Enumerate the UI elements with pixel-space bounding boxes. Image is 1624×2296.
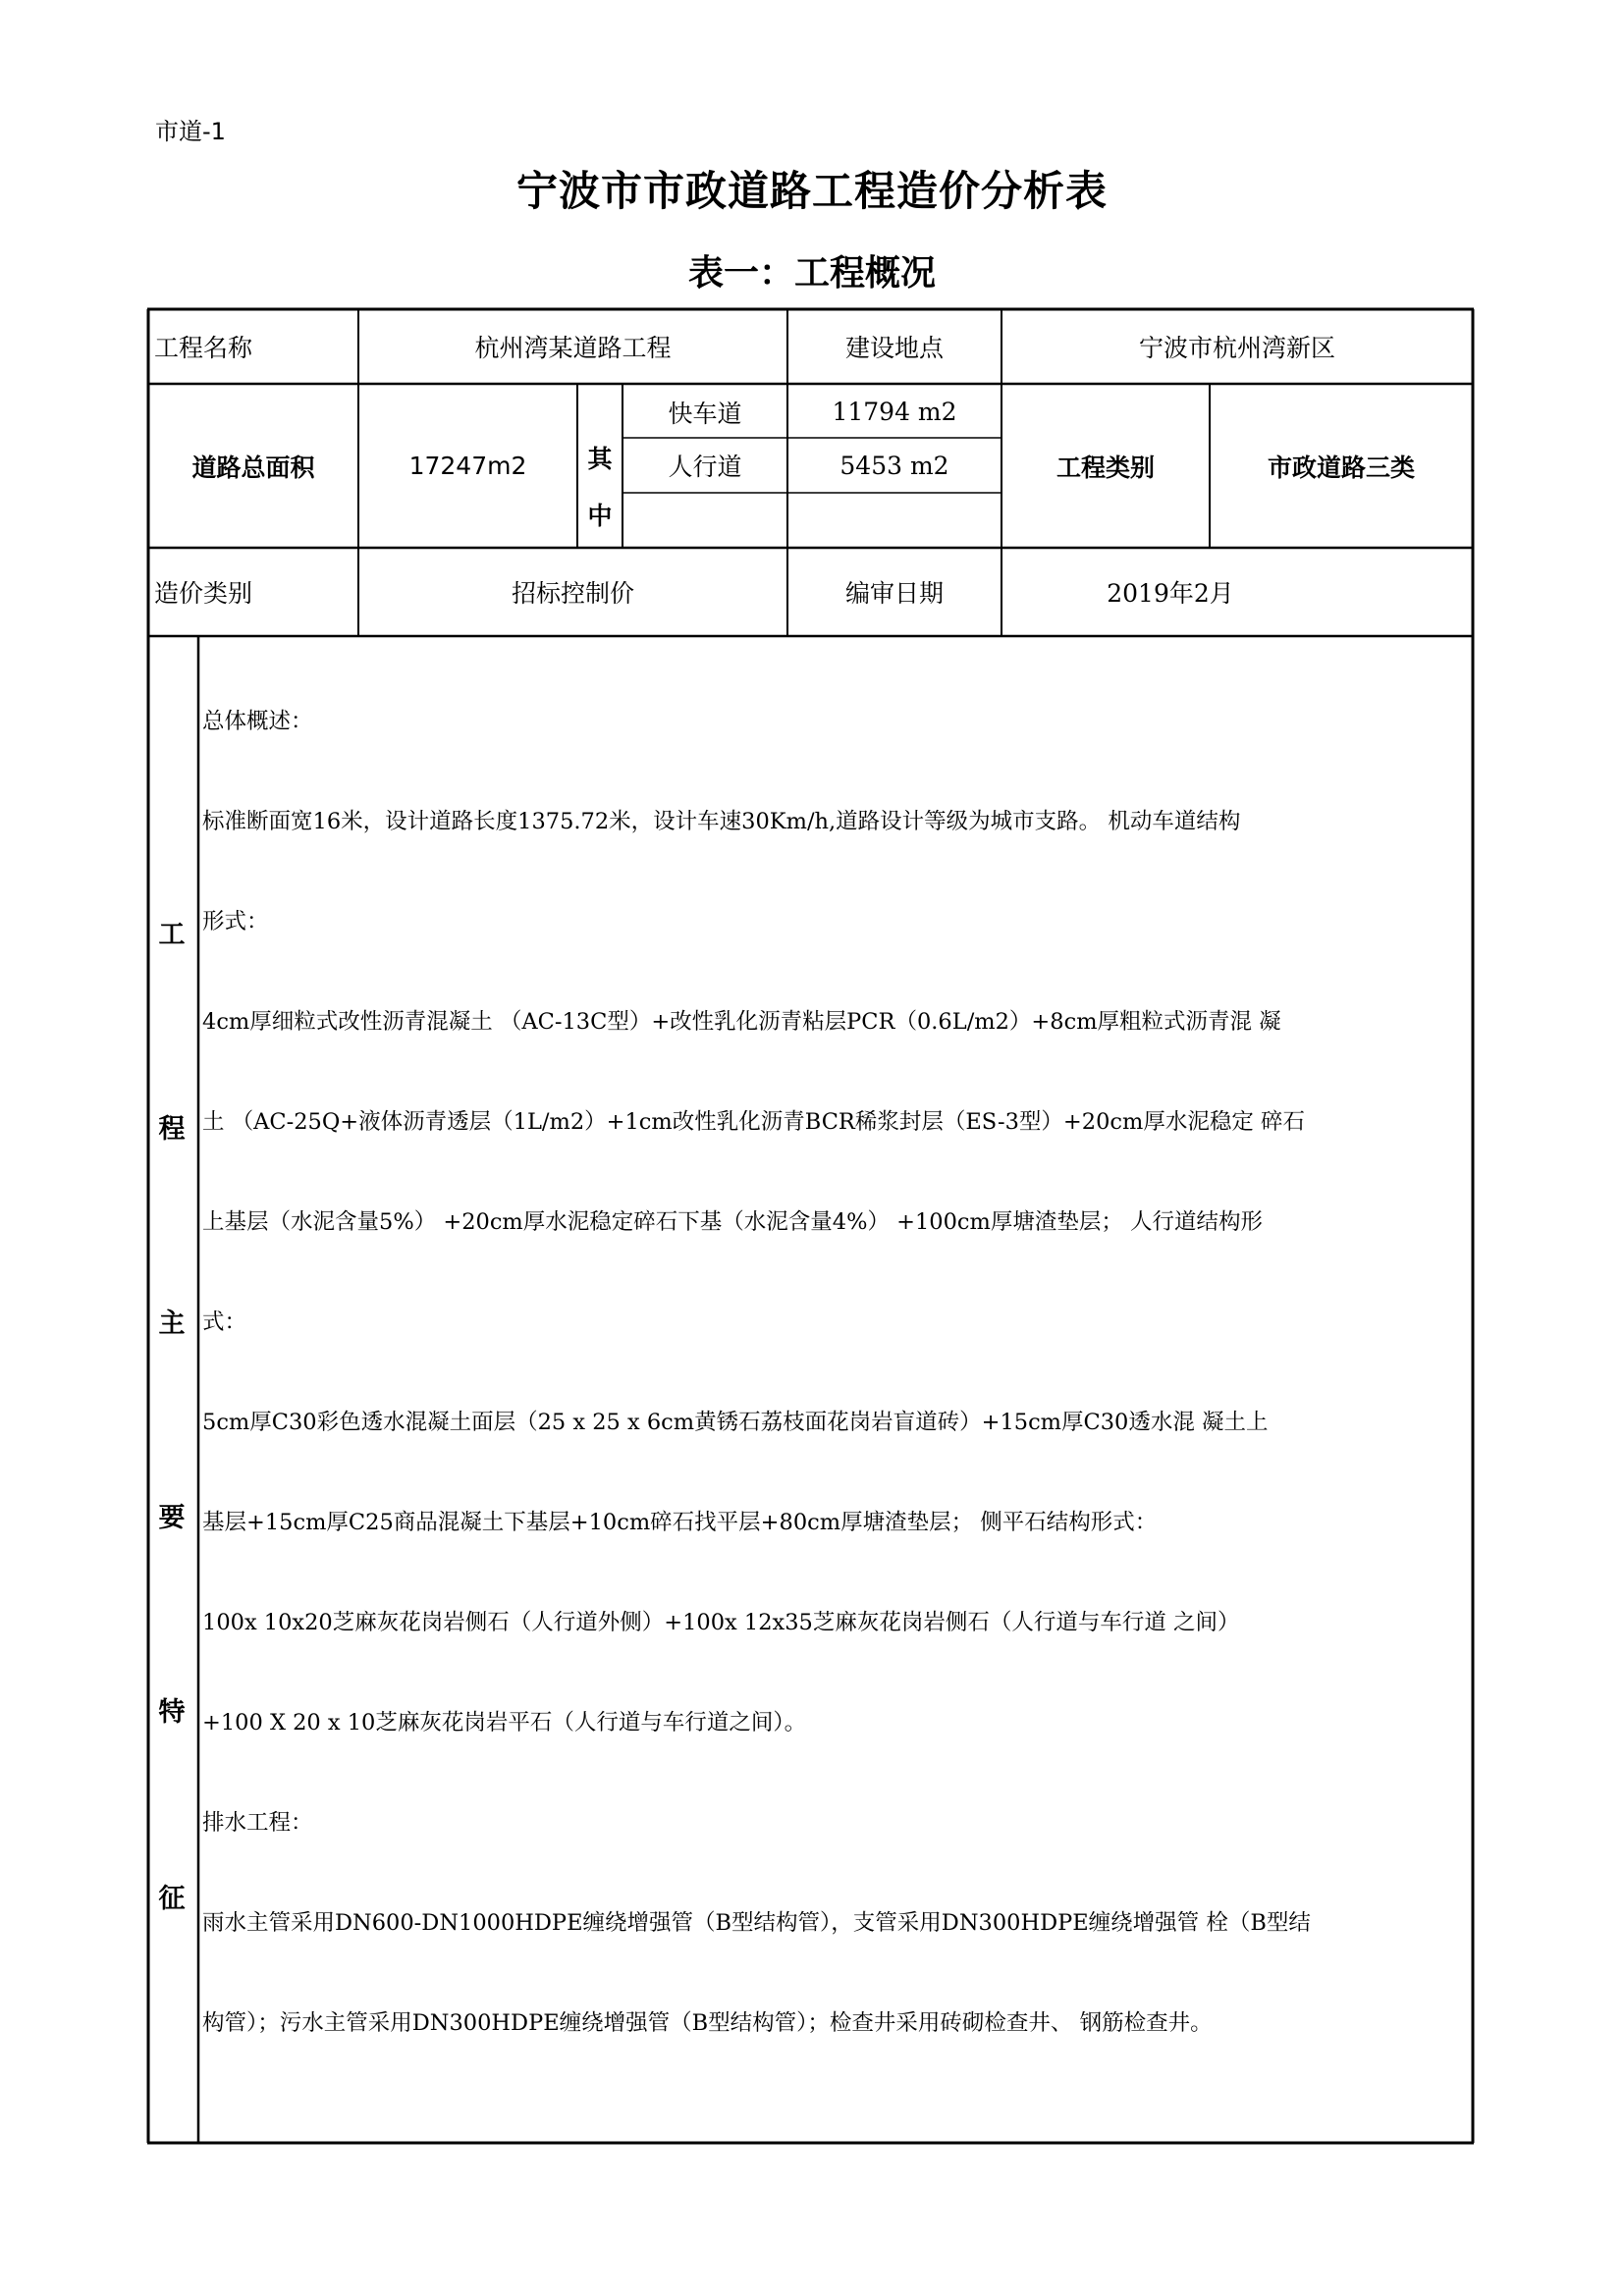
location-value: 宁波市杭州湾新区 xyxy=(1138,334,1335,362)
description-line: +100 X 20 x 10芝麻灰花岗岩平石（人行道与车行道之间）。 xyxy=(202,1710,807,1735)
description-line: 形式： xyxy=(202,909,269,934)
description-line: 4cm厚细粒式改性沥青混凝土 （AC-13C型）+改性乳化沥青粘层PCR（0.6L/m2）+8cm厚粗粒式沥青混 凝 xyxy=(202,1009,1281,1035)
features-label-char: 工 xyxy=(158,920,186,950)
total-area-label: 道路总面积 xyxy=(191,453,315,482)
sub-item-label xyxy=(624,493,785,548)
sub-item-label: 快车道 xyxy=(668,399,742,428)
project-type-label: 工程类别 xyxy=(1056,453,1155,482)
description-line: 排水工程： xyxy=(202,1810,313,1836)
review-date-value: 2019年2月 xyxy=(1107,579,1234,608)
among-char-2: 中 xyxy=(587,502,613,530)
among-char-1: 其 xyxy=(587,445,613,473)
description-line: 土 （AC-25Q+液体沥青透层（1L/m2）+1cm改性乳化沥青BCR稀浆封层（ES-3型）+20cm厚水泥稳定 碎石 xyxy=(202,1109,1306,1135)
features-description xyxy=(202,638,1469,2073)
description-line: 基层+15cm厚C25商品混凝土下基层+10cm碎石找平层+80cm厚塘渣垫层； 侧平石结构形式： xyxy=(202,1510,1158,1535)
description-line: 上基层（水泥含量5%） +20cm厚水泥稳定碎石下基（水泥含量4%） +100cm厚塘渣垫层； 人行道结构形 xyxy=(202,1209,1264,1235)
total-area-value: 17247m2 xyxy=(408,452,527,480)
description-line: 总体概述： xyxy=(202,709,313,734)
cost-type-label: 造价类别 xyxy=(154,579,253,608)
features-label-char: 征 xyxy=(158,1884,186,1914)
features-label-char: 特 xyxy=(158,1697,186,1728)
features-label-char: 程 xyxy=(158,1114,186,1145)
sub-item-label: 人行道 xyxy=(668,453,742,481)
description-line: 雨水主管采用DN600-DN1000HDPE缠绕增强管（B型结构管），支管采用DN300HDPE缠绕增强管 栓（B型结 xyxy=(202,1910,1311,1936)
review-date-label: 编审日期 xyxy=(844,579,944,608)
sub-item-value xyxy=(789,493,1000,548)
project-type-value: 市政道路三类 xyxy=(1267,453,1415,482)
sub-item-value: 11794 m2 xyxy=(832,398,957,426)
table-subtitle: 表一：工程概况 xyxy=(687,253,936,294)
description-line: 式： xyxy=(202,1309,247,1335)
project-name-label: 工程名称 xyxy=(154,334,253,362)
description-line: 构管）；污水主管采用DN300HDPE缠绕增强管（B型结构管）；检查井采用砖砌检查井、 钢筋检查井。 xyxy=(202,2010,1213,2036)
features-label-char: 主 xyxy=(158,1308,186,1339)
project-name-value: 杭州湾某道路工程 xyxy=(474,334,672,362)
sub-item-value: 5453 m2 xyxy=(839,451,949,480)
form-code: 市道-1 xyxy=(155,118,226,145)
page-title: 宁波市市政道路工程造价分析表 xyxy=(515,167,1108,215)
description-line: 标准断面宽16米，设计道路长度1375.72米，设计车速30Km/h,道路设计等级为城市支路。 机动车道结构 xyxy=(202,809,1241,834)
location-label: 建设地点 xyxy=(844,334,944,362)
cost-type-value: 招标控制价 xyxy=(511,579,634,608)
features-label-char: 要 xyxy=(158,1503,186,1533)
description-line: 100x 10x20芝麻灰花岗岩侧石（人行道外侧）+100x 12x35芝麻灰花岗岩侧石（人行道与车行道 之间） xyxy=(202,1610,1240,1635)
description-line: 5cm厚C30彩色透水混凝土面层（25 x 25 x 6cm黄锈石荔枝面花岗岩盲道砖）+15cm厚C30透水混 凝土上 xyxy=(202,1410,1269,1435)
